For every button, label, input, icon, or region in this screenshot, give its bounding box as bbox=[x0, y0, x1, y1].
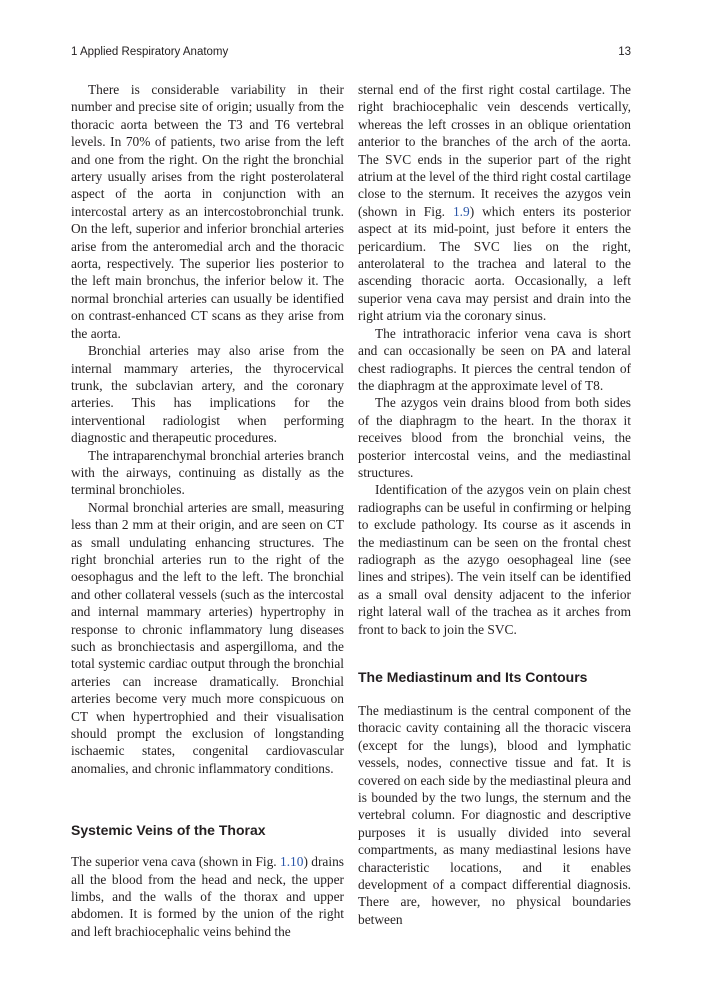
paragraph-azygos: The azygos vein drains blood from both sides of the diaphragm to the heart. In the thorax it receives blood from the bronchial veins, the posterior intercostal veins, and the mediastinal structures. bbox=[358, 395, 631, 480]
section-heading-systemic-veins: Systemic Veins of the Thorax bbox=[71, 822, 266, 839]
paragraph-svc-continued bbox=[358, 81, 631, 325]
svc-text-start: The superior vena cava (shown in Fig. bbox=[71, 854, 281, 870]
svc-text-end: ) drains all the blood from the head and neck, the upper limbs, and the walls of the thorax and upper abdomen. It is formed by the union of the right and left brachiocephalic veins behind the bbox=[71, 854, 344, 939]
paragraph-mediastinum: The mediastinum is the central component of the thoracic cavity containing all the thoracic viscera (except for the lungs), blood and lymphatic vessels, nodes, connective tissue and fat. It is covered on each side by the mediastinal pleura and is bounded by the two lungs, the sternum and the vertebral column. For diagnostic and descriptive purposes it is usually divided into several compartments, as many mediastinal lesions have characteristic locations, and it enables development of a compact differential diagnosis. There are, however, no physical boundaries between bbox=[358, 703, 631, 927]
paragraph-bronchial-other-origins: Bronchial arteries may also arise from the internal mammary arteries, the thyrocervical trunk, the subclavian artery, and the coronary arteries. This has implications for the interventional radiologist when performing diagnostic and therapeutic procedures. bbox=[71, 343, 344, 446]
paragraph-bronchial-origin: There is considerable variability in their number and precise site of origin; usually from the thoracic aorta between the T3 and T6 vertebral levels. In 70% of patients, two arise from the left and one from the right. On the right the bronchial artery usually arises from the right posterolateral aspect of the aorta in conjunction with an intercostal artery as an intercostobronchial trunk. On the left, superior and inferior bronchial arteries arise from the anteromedial arch and the thoracic aorta, respectively. The superior lies posterior to the left main bronchus, the inferior below it. The normal bronchial arteries can usually be identified on contrast-enhanced CT scans as they arise from the aorta. bbox=[71, 82, 344, 341]
right-column bbox=[358, 81, 631, 928]
page-number: 13 bbox=[618, 46, 631, 58]
paragraph-intraparenchymal: The intraparenchymal bronchial arteries branch with the airways, continuing as distally as the terminal bronchioles. bbox=[71, 447, 344, 498]
svc-cont-text-end: ) which enters its posterior aspect at its mid-point, just before it enters the pericardium. The SVC lies on the right, anterolateral to the trachea and lateral to the ascending thoracic aorta. Occasionally, a left superior vena cava may persist and drain into the right atrium via the coronary sinus. bbox=[358, 203, 631, 324]
section-heading-mediastinum: The Mediastinum and Its Contours bbox=[358, 669, 588, 685]
paragraph-normal-bronchial: Normal bronchial arteries are small, measuring less than 2 mm at their origin, and are seen on CT as small undulating enhancing structures. The right bronchial arteries run to the right of the oesophagus and the left to the left. The bronchial and other collateral vessels (such as the intercostal and internal mammary arteries) hypertrophy in response to chronic inflammatory lung diseases such as bronchiectasis and aspergilloma, and the total systemic cardiac output through the bronchial arteries can increase dramatically. Bronchial arteries become very much more conspicuous on CT when hypertrophied and their visualisation should prompt the exclusion of longstanding ischaemic states, congenital cardiovascular anomalies, and chronic inflammatory conditions. bbox=[71, 499, 344, 776]
running-header bbox=[71, 46, 631, 64]
paragraph-ivc: The intrathoracic inferior vena cava is short and can occasionally be seen on PA and lateral chest radiographs. It pierces the central tendon of the diaphragm at the approximate level of T8. bbox=[358, 325, 631, 393]
figure-ref-1-10[interactable]: 1.10 bbox=[280, 854, 304, 870]
paragraph-azygos-identification: Identification of the azygos vein on plain chest radiographs can be useful in confirming or helping to exclude pathology. Its course as it ascends in the mediastinum can be seen on the frontal chest radiograph as the azygo oesophageal line (see lines and stripes). The vein itself can be identified as a small oval density adjacent to the inferior right lateral wall of the trachea as it arches from front to back to join the SVC. bbox=[358, 482, 631, 637]
figure-ref-1-9[interactable]: 1.9 bbox=[452, 203, 470, 219]
paragraph-svc bbox=[71, 853, 344, 940]
left-column bbox=[71, 81, 344, 940]
svc-cont-text-start: sternal end of the first right costal cartilage. The right brachiocephalic vein descends vertically, whereas the left crosses in an oblique orientation anterior to the branches of the arch of the aorta. The SVC ends in the superior part of the right atrium at the level of the third right costal cartilage close to the sternum. It receives the azygos vein (shown in Fig. bbox=[358, 82, 631, 219]
chapter-title: 1 Applied Respiratory Anatomy bbox=[71, 46, 229, 58]
